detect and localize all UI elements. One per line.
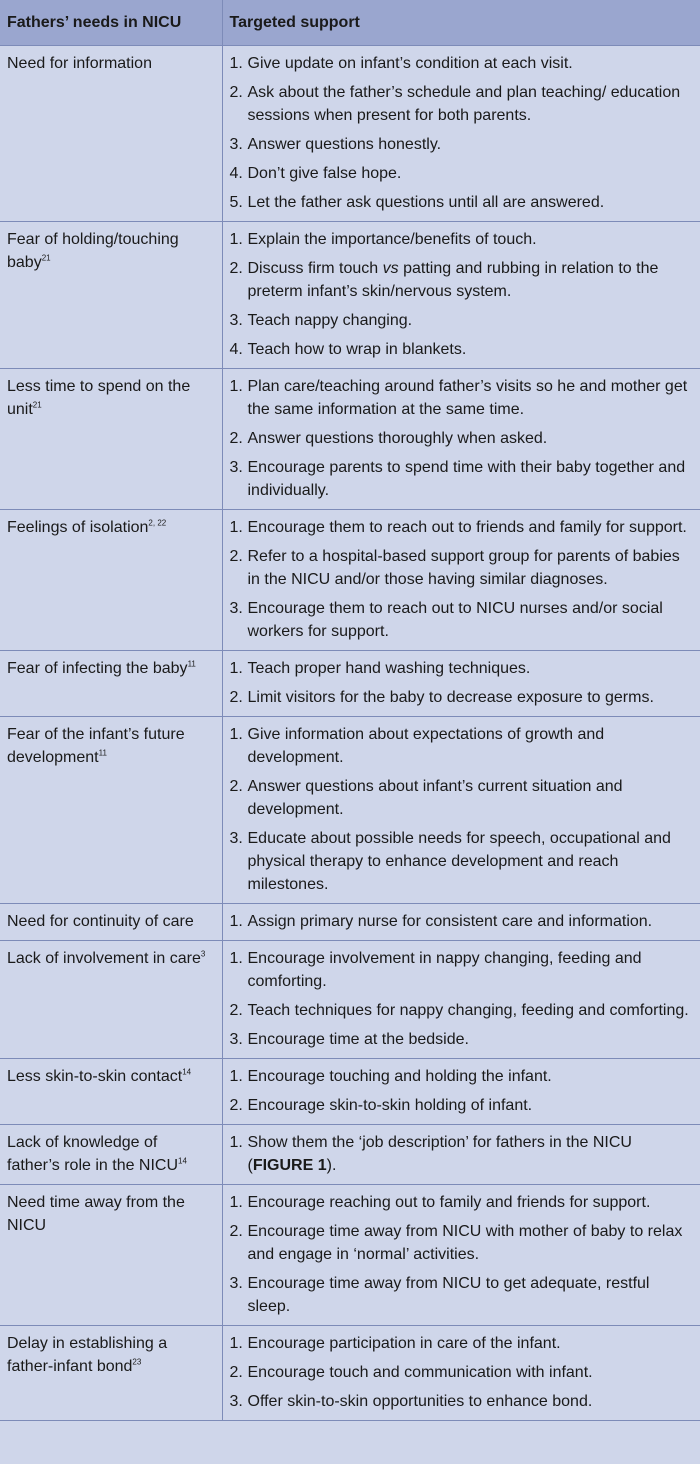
table-body [0,46,700,1421]
item-text: Encourage touch and communication with infant. [247,1364,593,1381]
support-item [230,1272,693,1318]
support-item [230,456,693,502]
item-number: 1. [229,1194,243,1211]
need-cell [0,46,222,222]
need-text: Less skin-to-skin contact [7,1068,183,1085]
item-text-part: ). [326,1157,337,1174]
need-cell [0,1185,222,1326]
support-cell [222,369,700,510]
item-number: 2. [229,84,243,101]
item-text-part: Show them the ‘job description’ for fathers in the NICU ( [247,1134,632,1174]
reference-superscript: 2, 22 [148,518,167,528]
item-text: Encourage participation in care of the infant. [247,1335,561,1352]
support-cell [222,904,700,941]
item-number: 2. [229,548,243,565]
item-text: Encourage time at the bedside. [247,1031,469,1048]
support-cell [222,717,700,904]
support-item [230,1390,693,1413]
support-item [230,775,693,821]
item-number: 1. [229,913,243,930]
item-number: 2. [229,689,243,706]
support-item [230,1332,693,1355]
support-item [230,257,693,303]
item-number: 3. [229,312,243,329]
need-text: Need time away from the NICU [7,1194,185,1234]
item-number: 3. [229,1393,243,1410]
item-number: 2. [229,1364,243,1381]
need-cell [0,717,222,904]
item-text: Plan care/teaching around father’s visits so he and mother get the same information at the same time. [247,378,688,418]
item-text: Encourage touching and holding the infant. [247,1068,552,1085]
item-text: Limit visitors for the baby to decrease exposure to germs. [247,689,654,706]
item-text [248,1131,693,1177]
item-text: Refer to a hospital-based support group for parents of babies in the NICU and/or those having similar diagnoses. [247,548,680,588]
item-number: 1. [229,378,243,395]
table-row [0,1125,700,1185]
support-item [230,133,693,156]
support-cell [222,510,700,651]
item-number: 2. [229,260,243,277]
item-text: Answer questions honestly. [247,136,442,153]
item-text: Encourage them to reach out to NICU nurses and/or social workers for support. [247,600,663,640]
item-number: 2. [229,1223,243,1240]
need-text: Fear of holding/touching baby [7,231,179,271]
need-cell [0,222,222,369]
table-row [0,941,700,1059]
reference-superscript: 21 [32,400,42,410]
need-text: Lack of knowledge of father’s role in the NICU [7,1134,179,1174]
need-cell [0,904,222,941]
table-row [0,1185,700,1326]
support-list [230,516,693,643]
item-text: Offer skin-to-skin opportunities to enhance bond. [247,1393,593,1410]
support-item [230,427,693,450]
item-text: Don’t give false hope. [247,165,402,182]
item-number: 2. [229,1097,243,1114]
item-text: Teach proper hand washing techniques. [247,660,531,677]
support-cell [222,1185,700,1326]
support-cell [222,1059,700,1125]
reference-superscript: 14 [182,1067,192,1077]
support-cell [222,222,700,369]
support-item [230,545,693,591]
support-item [230,191,693,214]
support-cell [222,651,700,717]
item-text: Encourage time away from NICU with mother of baby to relax and engage in ‘normal’ activities. [247,1223,683,1263]
support-item [230,947,693,993]
support-list [230,1332,693,1413]
item-text-part: Discuss firm touch [247,260,383,277]
support-cell [222,941,700,1059]
support-item [230,597,693,643]
support-item [230,309,693,332]
support-item [230,1191,693,1214]
item-number: 3. [229,600,243,617]
support-cell [222,46,700,222]
item-number: 3. [229,1031,243,1048]
need-text: Need for continuity of care [7,913,194,930]
support-item [230,1361,693,1384]
item-number: 3. [229,830,243,847]
table-row [0,717,700,904]
support-item [230,81,693,127]
support-item [230,686,693,709]
need-cell [0,941,222,1059]
item-text: Teach how to wrap in blankets. [247,341,467,358]
support-list [230,1065,693,1117]
item-text: Answer questions thoroughly when asked. [247,430,548,447]
table-row [0,222,700,369]
support-item [230,827,693,896]
item-text: Give update on infant’s condition at each visit. [247,55,573,72]
item-text: Answer questions about infant’s current situation and development. [247,778,623,818]
support-list [230,947,693,1051]
item-number: 1. [229,55,243,72]
item-number: 1. [229,950,243,967]
item-number: 1. [229,660,243,677]
support-item [230,1065,693,1088]
need-cell [0,369,222,510]
support-item [230,52,693,75]
item-number: 1. [229,519,243,536]
item-number: 4. [229,341,243,358]
item-text: Assign primary nurse for consistent care and information. [247,913,653,930]
reference-superscript: 14 [178,1156,187,1166]
item-text: Encourage parents to spend time with their baby together and individually. [247,459,686,499]
need-cell [0,1326,222,1421]
table-row [0,510,700,651]
figure-reference: FIGURE 1 [252,1157,327,1174]
support-list [230,1191,693,1318]
need-text: Feelings of isolation [7,519,149,536]
support-item [230,516,693,539]
support-list [230,1131,693,1177]
item-number: 1. [229,1134,243,1151]
support-item [230,1094,693,1117]
support-item [230,723,693,769]
need-cell [0,510,222,651]
item-text: Encourage involvement in nappy changing, feeding and comforting. [247,950,642,990]
item-text [248,257,693,303]
item-number: 2. [229,1002,243,1019]
support-item [230,657,693,680]
support-item [230,338,693,361]
item-text-part: patting and rubbing in relation to the preterm infant’s skin/nervous system. [247,260,659,300]
item-number: 3. [229,136,243,153]
need-text: Delay in establishing a father-infant bond [7,1335,168,1375]
support-item [230,910,693,933]
support-item [230,162,693,185]
need-cell [0,651,222,717]
item-text: Explain the importance/benefits of touch. [247,231,537,248]
reference-superscript: 21 [41,253,51,263]
reference-superscript: 11 [98,748,107,758]
table-row [0,904,700,941]
table-header-row [0,0,700,46]
need-text: Fear of the infant’s future development [7,726,185,766]
item-number: 1. [229,1068,243,1085]
need-text: Need for information [7,55,152,72]
support-list [230,910,693,933]
item-number: 4. [229,165,243,182]
item-number: 5. [229,194,243,211]
support-item [230,228,693,251]
need-text: Less time to spend on the unit [7,378,191,418]
support-item [230,1131,693,1177]
table-row [0,1326,700,1421]
item-number: 2. [229,778,243,795]
item-text-italic: vs [382,260,399,277]
support-cell [222,1125,700,1185]
table-row [0,46,700,222]
support-item [230,999,693,1022]
item-number: 3. [229,459,243,476]
support-list [230,657,693,709]
item-number: 1. [229,1335,243,1352]
support-list [230,228,693,361]
table-row [0,1059,700,1125]
support-item [230,375,693,421]
item-text: Educate about possible needs for speech, occupational and physical therapy to enhance development and reach milestones. [247,830,671,893]
need-text: Lack of involvement in care [7,950,201,967]
item-text: Encourage skin-to-skin holding of infant. [247,1097,533,1114]
support-list [230,52,693,214]
support-item [230,1220,693,1266]
need-cell [0,1125,222,1185]
need-cell [0,1059,222,1125]
support-item [230,1028,693,1051]
item-text: Teach nappy changing. [247,312,413,329]
item-text: Encourage reaching out to family and friends for support. [247,1194,651,1211]
reference-superscript: 23 [132,1357,142,1367]
item-number: 2. [229,430,243,447]
support-list [230,723,693,896]
item-text: Teach techniques for nappy changing, feeding and comforting. [247,1002,689,1019]
item-text: Let the father ask questions until all are answered. [247,194,605,211]
item-text: Give information about expectations of growth and development. [247,726,605,766]
table-row [0,369,700,510]
need-text: Fear of infecting the baby [7,660,188,677]
item-number: 1. [229,231,243,248]
header-fathers-needs: Fathers’ needs in NICU [0,0,222,46]
reference-superscript: 3 [200,949,206,959]
table-row [0,651,700,717]
item-number: 3. [229,1275,243,1292]
item-text: Encourage time away from NICU to get adequate, restful sleep. [247,1275,650,1315]
header-targeted-support: Targeted support [222,0,700,46]
item-text: Encourage them to reach out to friends and family for support. [247,519,687,536]
reference-superscript: 11 [187,659,196,669]
item-number: 1. [229,726,243,743]
support-list [230,375,693,502]
item-text: Ask about the father’s schedule and plan teaching/ education sessions when present for both parents. [247,84,681,124]
support-cell [222,1326,700,1421]
